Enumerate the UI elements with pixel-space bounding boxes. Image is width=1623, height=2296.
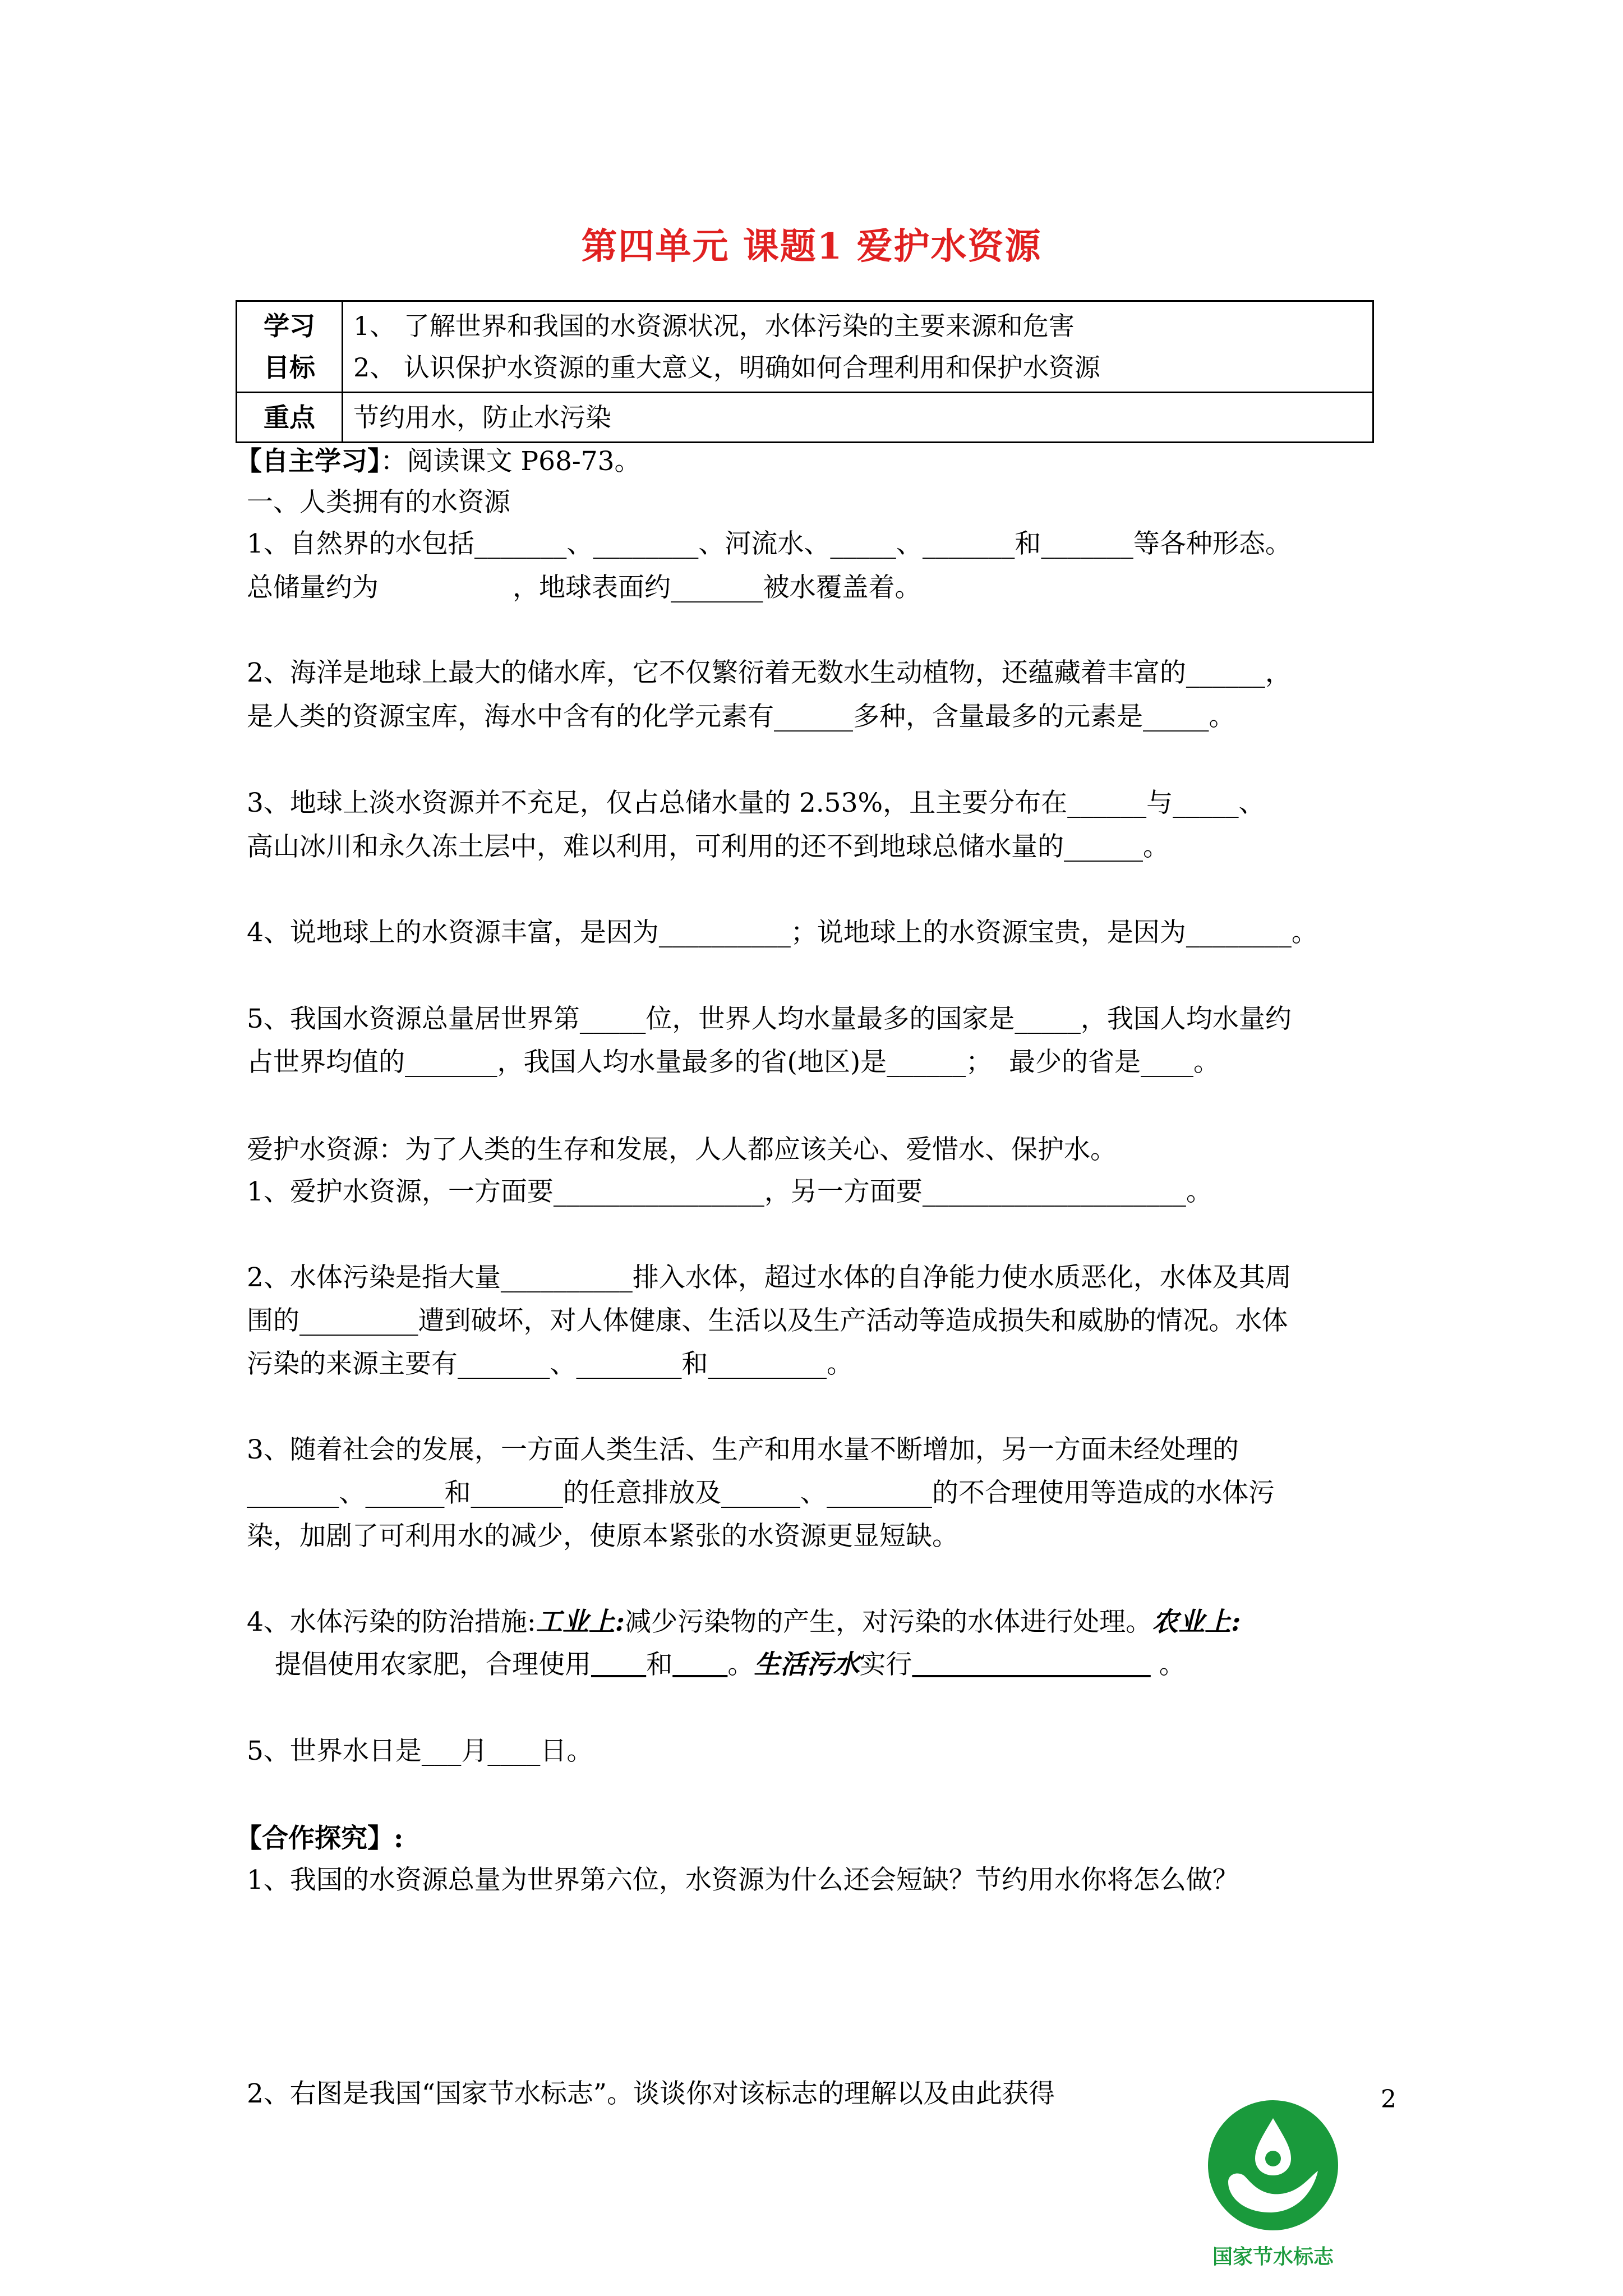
question-1-line-1: 1、自然界的水包括_______、________、河流水、_____、_______和_______等各种形态。 — [247, 528, 1292, 559]
protect-item-3-line-2: _______、______和_______的任意排放及______、________的不合理使用等造成的水体污 — [247, 1478, 1275, 1508]
cooperate-question-1: 1、我国的水资源总量为世界第六位，水资源为什么还会短缺？节约用水你将怎么做？ — [247, 1865, 1239, 1895]
self-study-heading-rest: ：阅读课文 P68-73。 — [380, 446, 641, 477]
protect-item-3-line-1: 3、随着社会的发展，一方面人类生活、生产和用水量不断增加，另一方面未经处理的 — [247, 1434, 1239, 1465]
protect-item-2-line-3: 污染的来源主要有_______、________和_________。 — [247, 1349, 853, 1379]
p4-intro: 4、水体污染的防治措施: — [247, 1607, 536, 1637]
goals-label-2: 目标 — [264, 352, 315, 383]
protect-item-2-line-2: 围的_________遭到破坏，对人体健康、生活以及生产活动等造成损失和威胁的情况。水体 — [247, 1305, 1288, 1336]
p4-blank-3 — [912, 1649, 1150, 1680]
goals-content-cell — [343, 301, 1373, 393]
p4-life-label: 生活污水 — [754, 1649, 860, 1680]
page-number: 2 — [1381, 2085, 1396, 2114]
p4-industry-text: 减少污染物的产生，对污染的水体进行处理。 — [625, 1607, 1152, 1637]
p4-end: 。 — [1150, 1649, 1186, 1680]
self-study-heading-line — [236, 445, 641, 478]
cooperate-question-2: 2、右图是我国“国家节水标志”。谈谈你对该标志的理解以及由此获得 — [247, 2078, 1055, 2109]
learning-goals-table — [236, 300, 1374, 443]
protect-item-4-line-2 — [275, 1648, 1186, 1682]
key-label: 重点 — [237, 393, 343, 443]
goals-label-1: 学习 — [264, 311, 315, 341]
p4-agri-text: 提倡使用农家肥，合理使用 — [275, 1649, 591, 1680]
question-5-line-2: 占世界均值的_______，我国人均水量最多的省(地区)是______； 最少的省是____。 — [247, 1047, 1220, 1078]
protect-item-3-line-3: 染，加剧了可利用水的减少，使原本紧张的水资源更显短缺。 — [247, 1521, 958, 1552]
p4-life-text: 实行 — [859, 1649, 912, 1680]
protect-item-5: 5、世界水日是___月____日。 — [247, 1736, 593, 1766]
goals-label-cell — [237, 301, 343, 393]
key-text: 节约用水，防止水污染 — [343, 393, 1373, 443]
goal-item-1: 1、 了解世界和我国的水资源状况，水体污染的主要来源和危害 — [353, 311, 1075, 341]
protect-item-2-line-1: 2、水体污染是指大量__________排入水体，超过水体的自净能力使水质恶化，水体及其周 — [247, 1262, 1292, 1293]
water-saving-logo-icon — [1206, 2098, 1340, 2233]
question-2-line-2: 是人类的资源宝库，海水中含有的化学元素有______多种，含量最多的元素是_____。 — [247, 701, 1235, 732]
protect-item-4-line-1 — [247, 1605, 1241, 1639]
p4-and: 和 — [646, 1649, 673, 1680]
question-2-line-1: 2、海洋是地球上最大的储水库，它不仅繁衍着无数水生动植物，还蕴藏着丰富的______， — [247, 657, 1292, 688]
section-2-heading: 爱护水资源：为了人类的生存和发展，人人都应该关心、爱惜水、保护水。 — [247, 1134, 1117, 1165]
p4-blank-1 — [591, 1649, 646, 1680]
goal-item-2: 2、 认识保护水资源的重大意义，明确如何合理利用和保护水资源 — [353, 352, 1100, 383]
question-3-line-2: 高山冰川和永久冻土层中，难以利用，可利用的还不到地球总储水量的______。 — [247, 831, 1169, 862]
question-3-line-1: 3、地球上淡水资源并不充足，仅占总储水量的 2.53%，且主要分布在______与_____、 — [247, 788, 1265, 818]
question-4: 4、说地球上的水资源丰富，是因为__________；说地球上的水资源宝贵，是因为________。 — [247, 917, 1318, 948]
p4-industry-label: 工业上: — [536, 1607, 625, 1637]
goals-row-2 — [237, 393, 1373, 443]
page-title: 第四单元 课题1 爱护水资源 — [581, 226, 1042, 268]
p4-blank-2 — [672, 1649, 727, 1680]
p4-agri-label: 农业上: — [1152, 1607, 1241, 1637]
logo-caption: 国家节水标志 — [1212, 2246, 1334, 2269]
protect-item-1: 1、爱护水资源，一方面要________________，另一方面要____________________。 — [247, 1176, 1212, 1207]
section-1-heading: 一、人类拥有的水资源 — [247, 487, 510, 518]
goals-row-1 — [237, 301, 1373, 393]
question-1-line-2: 总储量约为 ，地球表面约_______被水覆盖着。 — [247, 572, 921, 603]
cooperate-heading: 【合作探究】: — [236, 1823, 404, 1854]
p4-period: 。 — [727, 1649, 754, 1680]
question-5-line-1: 5、我国水资源总量居世界第_____位，世界人均水量最多的国家是_____，我国人均水量约 — [247, 1004, 1292, 1034]
self-study-heading: 【自主学习】 — [236, 446, 381, 477]
